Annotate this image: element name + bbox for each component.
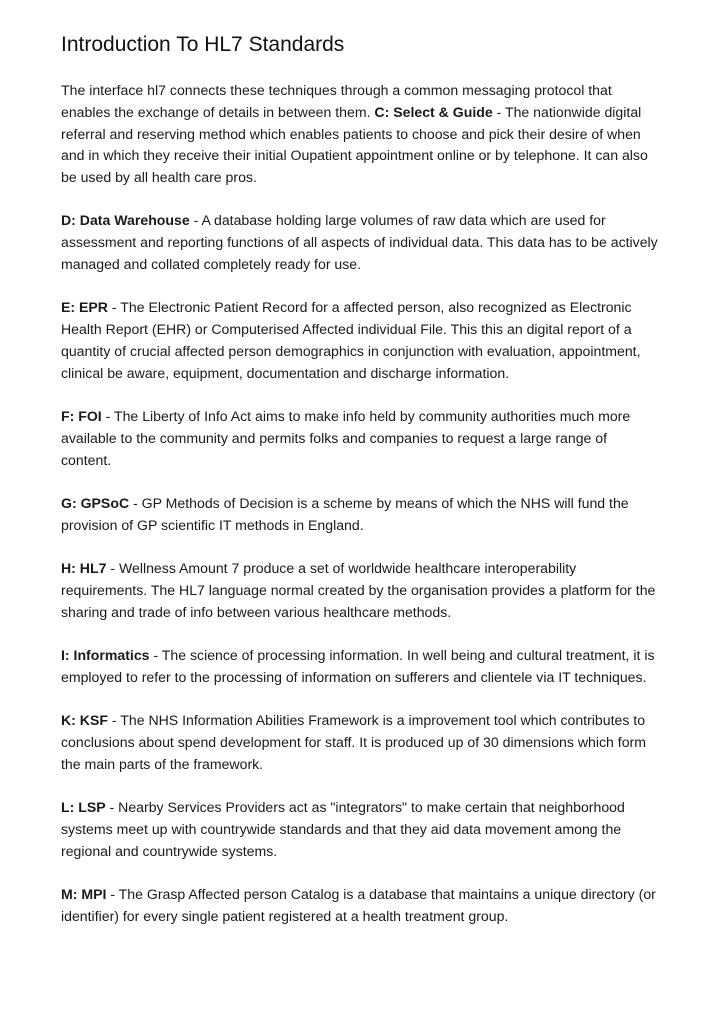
- glossary-definition: - The Electronic Patient Record for a affected person, also recognized as Electronic Health Report (EHR) or Computerised Affected individual File. This this an digital report of a quantity of crucial affected person demographics in conjunction with evaluation, appointment, clinical be aware, equipment, documentation and discharge information.: [61, 299, 641, 381]
- glossary-term: E: EPR: [61, 299, 108, 316]
- glossary-definition: - GP Methods of Decision is a scheme by means of which the NHS will fund the provision of GP scientific IT methods in England.: [61, 494, 629, 533]
- intro-definition: - The nationwide digital referral and reserving method which enables patients to choose and pick their desire of when and in which they receive their initial Oupatient appointment online or by telephone. It can also be used by all health care pros.: [61, 103, 648, 186]
- glossary-entry-foi: [61, 406, 661, 471]
- glossary-term: I: Informatics: [61, 646, 150, 663]
- glossary-term: L: LSP: [61, 798, 106, 815]
- glossary-term: G: GPSoC: [61, 494, 130, 511]
- glossary-entry-lsp: [61, 797, 661, 862]
- glossary-definition: - The Grasp Affected person Catalog is a database that maintains a unique directory (or identifier) for every single patient registered at a health treatment group.: [61, 885, 656, 924]
- glossary-entry-informatics: [61, 645, 661, 689]
- glossary-entry-mpi: [61, 884, 661, 928]
- glossary-entry-gpsoc: [61, 493, 661, 537]
- glossary-entry-ksf: [61, 710, 661, 775]
- glossary-definition: - Nearby Services Providers act as "integrators" to make certain that neighborhood systems meet up with countrywide standards and that they aid data movement among the regional and countrywide systems.: [61, 798, 625, 859]
- glossary-entry-epr: [61, 297, 661, 384]
- glossary-term: M: MPI: [61, 885, 107, 902]
- glossary-definition: - The science of processing information. In well being and cultural treatment, it is employed to refer to the processing of information on sufferers and clientele via IT techniques.: [61, 646, 655, 685]
- intro-paragraph: [61, 80, 661, 189]
- glossary-term: F: FOI: [61, 408, 102, 425]
- glossary-definition: - The NHS Information Abilities Framework is a improvement tool which contributes to conclusions about spend development for staff. It is produced up of 30 dimensions which form the main parts of the framework.: [61, 712, 646, 772]
- glossary-definition: - A database holding large volumes of raw data which are used for assessment and reporting functions of all aspects of individual data. This data has to be actively managed and collated completely ready for use.: [61, 212, 658, 273]
- glossary-term: H: HL7: [61, 560, 107, 577]
- intro-term: C: Select & Guide: [374, 103, 493, 120]
- glossary-entry-data-warehouse: [61, 210, 661, 275]
- glossary-term: K: KSF: [61, 712, 108, 729]
- glossary-term: D: Data Warehouse: [61, 212, 190, 229]
- page-title: Introduction To HL7 Standards: [61, 33, 345, 56]
- glossary-entry-hl7: [61, 558, 661, 623]
- glossary-definition: - Wellness Amount 7 produce a set of worldwide healthcare interoperability requirements. The HL7 language normal created by the organisation provides a platform for the sharing and trade of info between various healthcare methods.: [61, 560, 656, 620]
- intro-text: The interface hl7 connects these techniques through a common messaging protocol that enables the exchange of details in between them.: [61, 82, 612, 120]
- document-page: [61, 30, 661, 927]
- glossary-definition: - The Liberty of Info Act aims to make info held by community authorities much more available to the community and permits folks and companies to request a large range of content.: [61, 408, 631, 468]
